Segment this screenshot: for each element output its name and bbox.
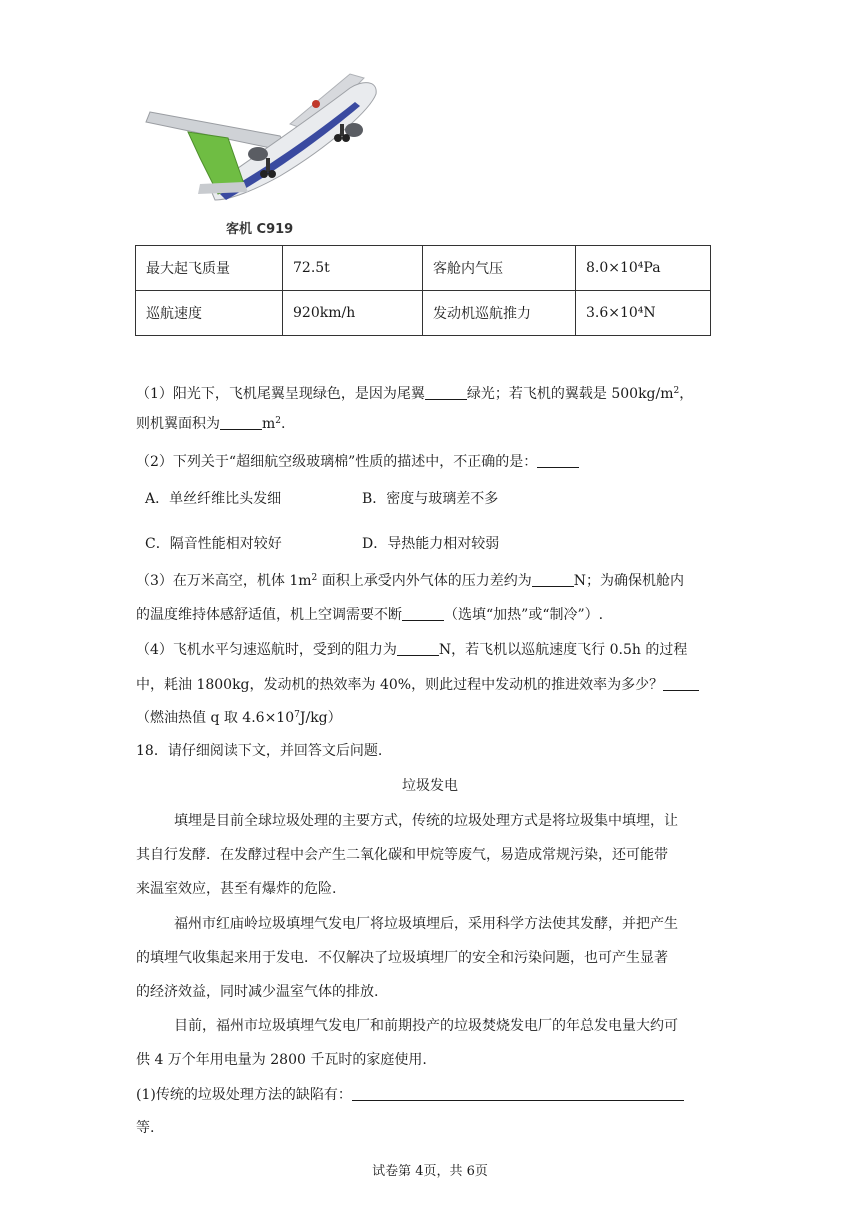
- answer-blank[interactable]: [220, 415, 262, 430]
- table-cell: 8.0×10⁴Pa: [576, 246, 711, 291]
- answer-blank[interactable]: [532, 572, 574, 587]
- article-para2-line1: 福州市红庙岭垃圾填埋气发电厂将垃圾填埋后，采用科学方法使其发酵，并把产生: [174, 916, 678, 932]
- q18-sub1-line2: 等.: [136, 1120, 155, 1136]
- page-footer: 试卷第 4页，共 6页: [372, 1164, 488, 1179]
- table-cell: 最大起飞质量: [136, 246, 283, 291]
- table-cell: 3.6×10⁴N: [576, 291, 711, 336]
- q17-part4-line2: 中，耗油 1800kg，发动机的热效率为 40%，则此过程中发动机的推进效率为多少？: [136, 674, 699, 694]
- table-cell: 客舱内气压: [423, 246, 576, 291]
- article-para1-line1: 填埋是目前全球垃圾处理的主要方式，传统的垃圾处理方式是将垃圾集中填埋，让: [174, 813, 678, 829]
- article-para1-line2: 其自行发酵．在发酵过程中会产生二氧化碳和甲烷等废气，易造成常规污染，还可能带: [136, 847, 668, 863]
- spec-table: [135, 245, 711, 336]
- q17-part2: （2）下列关于“超细航空级玻璃棉”性质的描述中，不正确的是：: [136, 451, 579, 471]
- q17-part3-line2: 的温度维持体感舒适值，机上空调需要不断 （选填“加热”或“制冷”）.: [136, 607, 604, 623]
- answer-blank[interactable]: [663, 676, 699, 691]
- q17-part3-line1: （3）在万米高空，机体 $1m^2$ 面积上承受内外气体的压力差约为 N；为确保机舱内: [136, 573, 684, 589]
- figure-caption: 客机 C919: [226, 222, 294, 237]
- q18-intro: 18．请仔细阅读下文，并回答文后问题.: [136, 743, 383, 759]
- table-cell: 发动机巡航推力: [423, 291, 576, 336]
- option-a[interactable]: A．单丝纤维比头发细: [145, 491, 282, 507]
- option-b[interactable]: B．密度与玻璃差不多: [362, 491, 499, 507]
- table-row: [136, 246, 711, 291]
- table-row: [136, 291, 711, 336]
- option-d[interactable]: D．导热能力相对较弱: [362, 536, 500, 552]
- option-c[interactable]: C．隔音性能相对较好: [145, 536, 282, 552]
- table-cell: 72.5t: [283, 246, 423, 291]
- table-cell: 巡航速度: [136, 291, 283, 336]
- answer-blank[interactable]: [352, 1086, 684, 1101]
- article-title: 垃圾发电: [402, 778, 458, 794]
- article-para2-line3: 的经济效益，同时减少温室气体的排放.: [136, 984, 379, 1000]
- q17-part1-line2: 则机翼面积为 $m^2$.: [136, 416, 286, 432]
- q17-part1-line1: （1）阳光下，飞机尾翼呈现绿色，是因为尾翼 绿光；若飞机的翼载是 $500kg/m^2$，: [136, 386, 694, 402]
- article-para2-line2: 的填埋气收集起来用于发电．不仅解决了垃圾填埋厂的安全和污染问题，也可产生显著: [136, 950, 668, 966]
- q17-part4-line1: （4）飞机水平匀速巡航时，受到的阻力为 N，若飞机以巡航速度飞行 0.5h 的过程: [136, 642, 688, 658]
- table-cell: 920km/h: [283, 291, 423, 336]
- answer-blank[interactable]: [402, 606, 444, 621]
- answer-blank[interactable]: [425, 385, 467, 400]
- answer-blank[interactable]: [537, 453, 579, 468]
- q17-part4-line3: （燃油热值 q 取 $4.6\times 10^7J/kg$）: [136, 710, 342, 726]
- article-para1-line3: 来温室效应，甚至有爆炸的危险.: [136, 881, 337, 897]
- article-para3-line2: 供 4 万个年用电量为 2800 千瓦时的家庭使用.: [136, 1052, 427, 1068]
- q18-sub1-line1: (1)传统的垃圾处理方法的缺陷有：: [136, 1084, 684, 1104]
- airplane-c919-image: [140, 66, 385, 216]
- answer-blank[interactable]: [397, 641, 439, 656]
- article-para3-line1: 目前，福州市垃圾填埋气发电厂和前期投产的垃圾焚烧发电厂的年总发电量大约可: [174, 1018, 678, 1034]
